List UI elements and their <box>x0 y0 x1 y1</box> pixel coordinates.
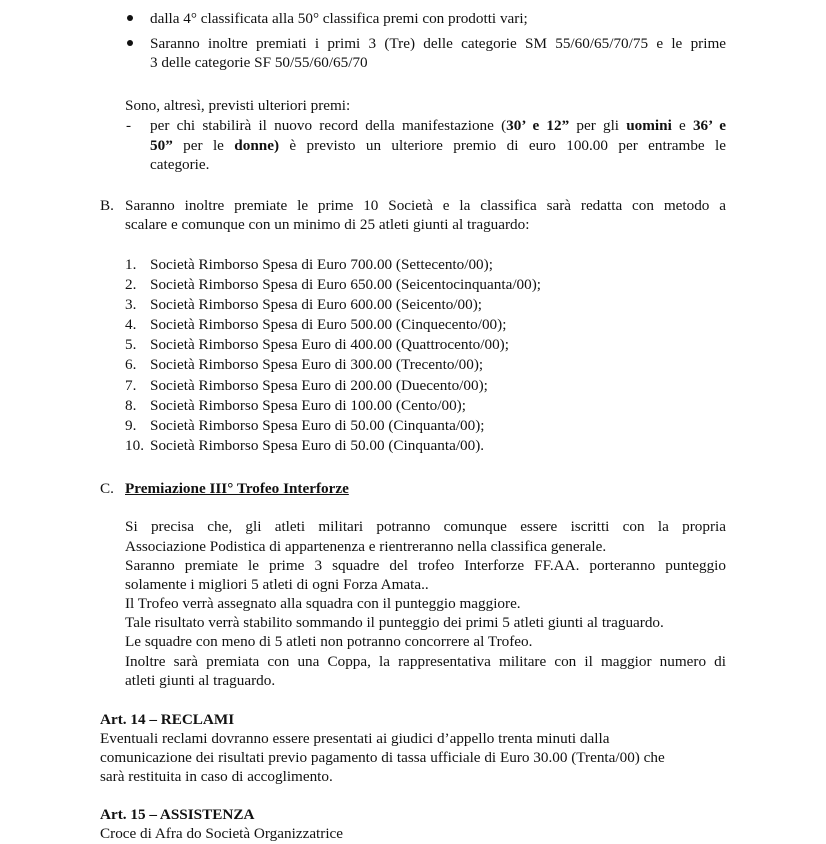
list-item: Società Rimborso Spesa di Euro 600.00 (Seicento/00); <box>150 296 482 313</box>
list-number: 9. <box>125 417 137 434</box>
section-b-line-1: Saranno inoltre premiate le prime 10 Società e la classifica sarà redatta con metodo a <box>125 197 726 214</box>
list-item: Società Rimborso Spesa Euro di 50.00 (Cinquanta/00); <box>150 417 485 434</box>
bullet-icon <box>127 15 133 21</box>
section-c-line-4: solamente i migliori 5 atleti di ogni Forza Amata.. <box>125 576 429 593</box>
list-number: 3. <box>125 296 137 313</box>
bullet-item-2-line-1: Saranno inoltre premiati i primi 3 (Tre) delle categorie SM 55/60/65/70/75 e le prime <box>150 35 726 52</box>
bullet-item-2-line-2: 3 delle categorie SF 50/55/60/65/70 <box>150 54 368 71</box>
section-c-marker: C. <box>100 480 114 497</box>
list-number: 10. <box>125 437 144 454</box>
art-14-line-2: comunicazione dei risultati previo pagamento di tassa ufficiale di Euro 30.00 (Trenta/00) che <box>100 749 665 766</box>
section-c-line-9: atleti giunti al traguardo. <box>125 672 276 689</box>
list-number: 2. <box>125 276 137 293</box>
section-c-line-7: Le squadre con meno di 5 atleti non potranno concorrere al Trofeo. <box>125 633 533 650</box>
section-c-line-8: Inoltre sarà premiata con una Coppa, la rappresentativa militare con il maggior numero di <box>125 653 726 670</box>
bullet-icon <box>127 40 133 46</box>
list-item: Società Rimborso Spesa Euro di 300.00 (Trecento/00); <box>150 356 484 373</box>
list-number: 4. <box>125 316 137 333</box>
section-c-line-1: Si precisa che, gli atleti militari potranno comunque essere iscritti con la propria <box>125 518 726 535</box>
list-number: 8. <box>125 397 137 414</box>
art-15-heading: Art. 15 – ASSISTENZA <box>100 806 255 823</box>
extra-prizes-line-3: categorie. <box>150 156 210 173</box>
extra-prizes-line-1: per chi stabilirà il nuovo record della manifestazione (30’ e 12” per gli uomini e 36’ e <box>150 117 727 134</box>
art-15-partial-line: Croce di Afra do Società Organizzatrice <box>100 825 344 842</box>
list-item: Società Rimborso Spesa di Euro 650.00 (Seicentocinquanta/00); <box>150 276 542 293</box>
section-b-line-2: scalare e comunque con un minimo di 25 atleti giunti al traguardo: <box>125 216 530 233</box>
extra-prizes-intro: Sono, altresì, previsti ulteriori premi: <box>125 97 351 114</box>
list-item: Società Rimborso Spesa Euro di 400.00 (Quattrocento/00); <box>150 336 509 353</box>
list-number: 5. <box>125 336 137 353</box>
section-c-line-6: Tale risultato verrà stabilito sommando il punteggio dei primi 5 atleti giunti al traguardo. <box>125 614 664 631</box>
bullet-item-1: dalla 4° classificata alla 50° classifica premi con prodotti vari; <box>150 10 528 27</box>
section-c-line-2: Associazione Podistica di appartenenza e rientreranno nella classifica generale. <box>125 538 607 555</box>
list-number: 1. <box>125 256 137 273</box>
art-14-line-1: Eventuali reclami dovranno essere presentati ai giudici d’appello trenta minuti dalla <box>100 730 610 747</box>
section-c-line-3: Saranno premiate le prime 3 squadre del trofeo Interforze FF.AA. porteranno punteggio <box>125 557 726 574</box>
list-item: Società Rimborso Spesa Euro di 100.00 (Cento/00); <box>150 397 466 414</box>
list-item: Società Rimborso Spesa di Euro 500.00 (Cinquecento/00); <box>150 316 507 333</box>
list-item: Società Rimborso Spesa di Euro 700.00 (Settecento/00); <box>150 256 493 273</box>
section-c-title: Premiazione III° Trofeo Interforze <box>125 480 349 497</box>
list-number: 7. <box>125 377 137 394</box>
list-item: Società Rimborso Spesa Euro di 50.00 (Cinquanta/00). <box>150 437 485 454</box>
list-item: Società Rimborso Spesa Euro di 200.00 (Duecento/00); <box>150 377 488 394</box>
extra-prizes-line-2: 50” per le donne) è previsto un ulteriore premio di euro 100.00 per entrambe le <box>150 137 726 154</box>
section-b-marker: B. <box>100 197 114 214</box>
section-c-line-5: Il Trofeo verrà assegnato alla squadra con il punteggio maggiore. <box>125 595 521 612</box>
art-14-heading: Art. 14 – RECLAMI <box>100 711 235 728</box>
dash-marker: - <box>126 117 132 134</box>
art-14-line-3: sarà restituita in caso di accoglimento. <box>100 768 333 785</box>
list-number: 6. <box>125 356 137 373</box>
